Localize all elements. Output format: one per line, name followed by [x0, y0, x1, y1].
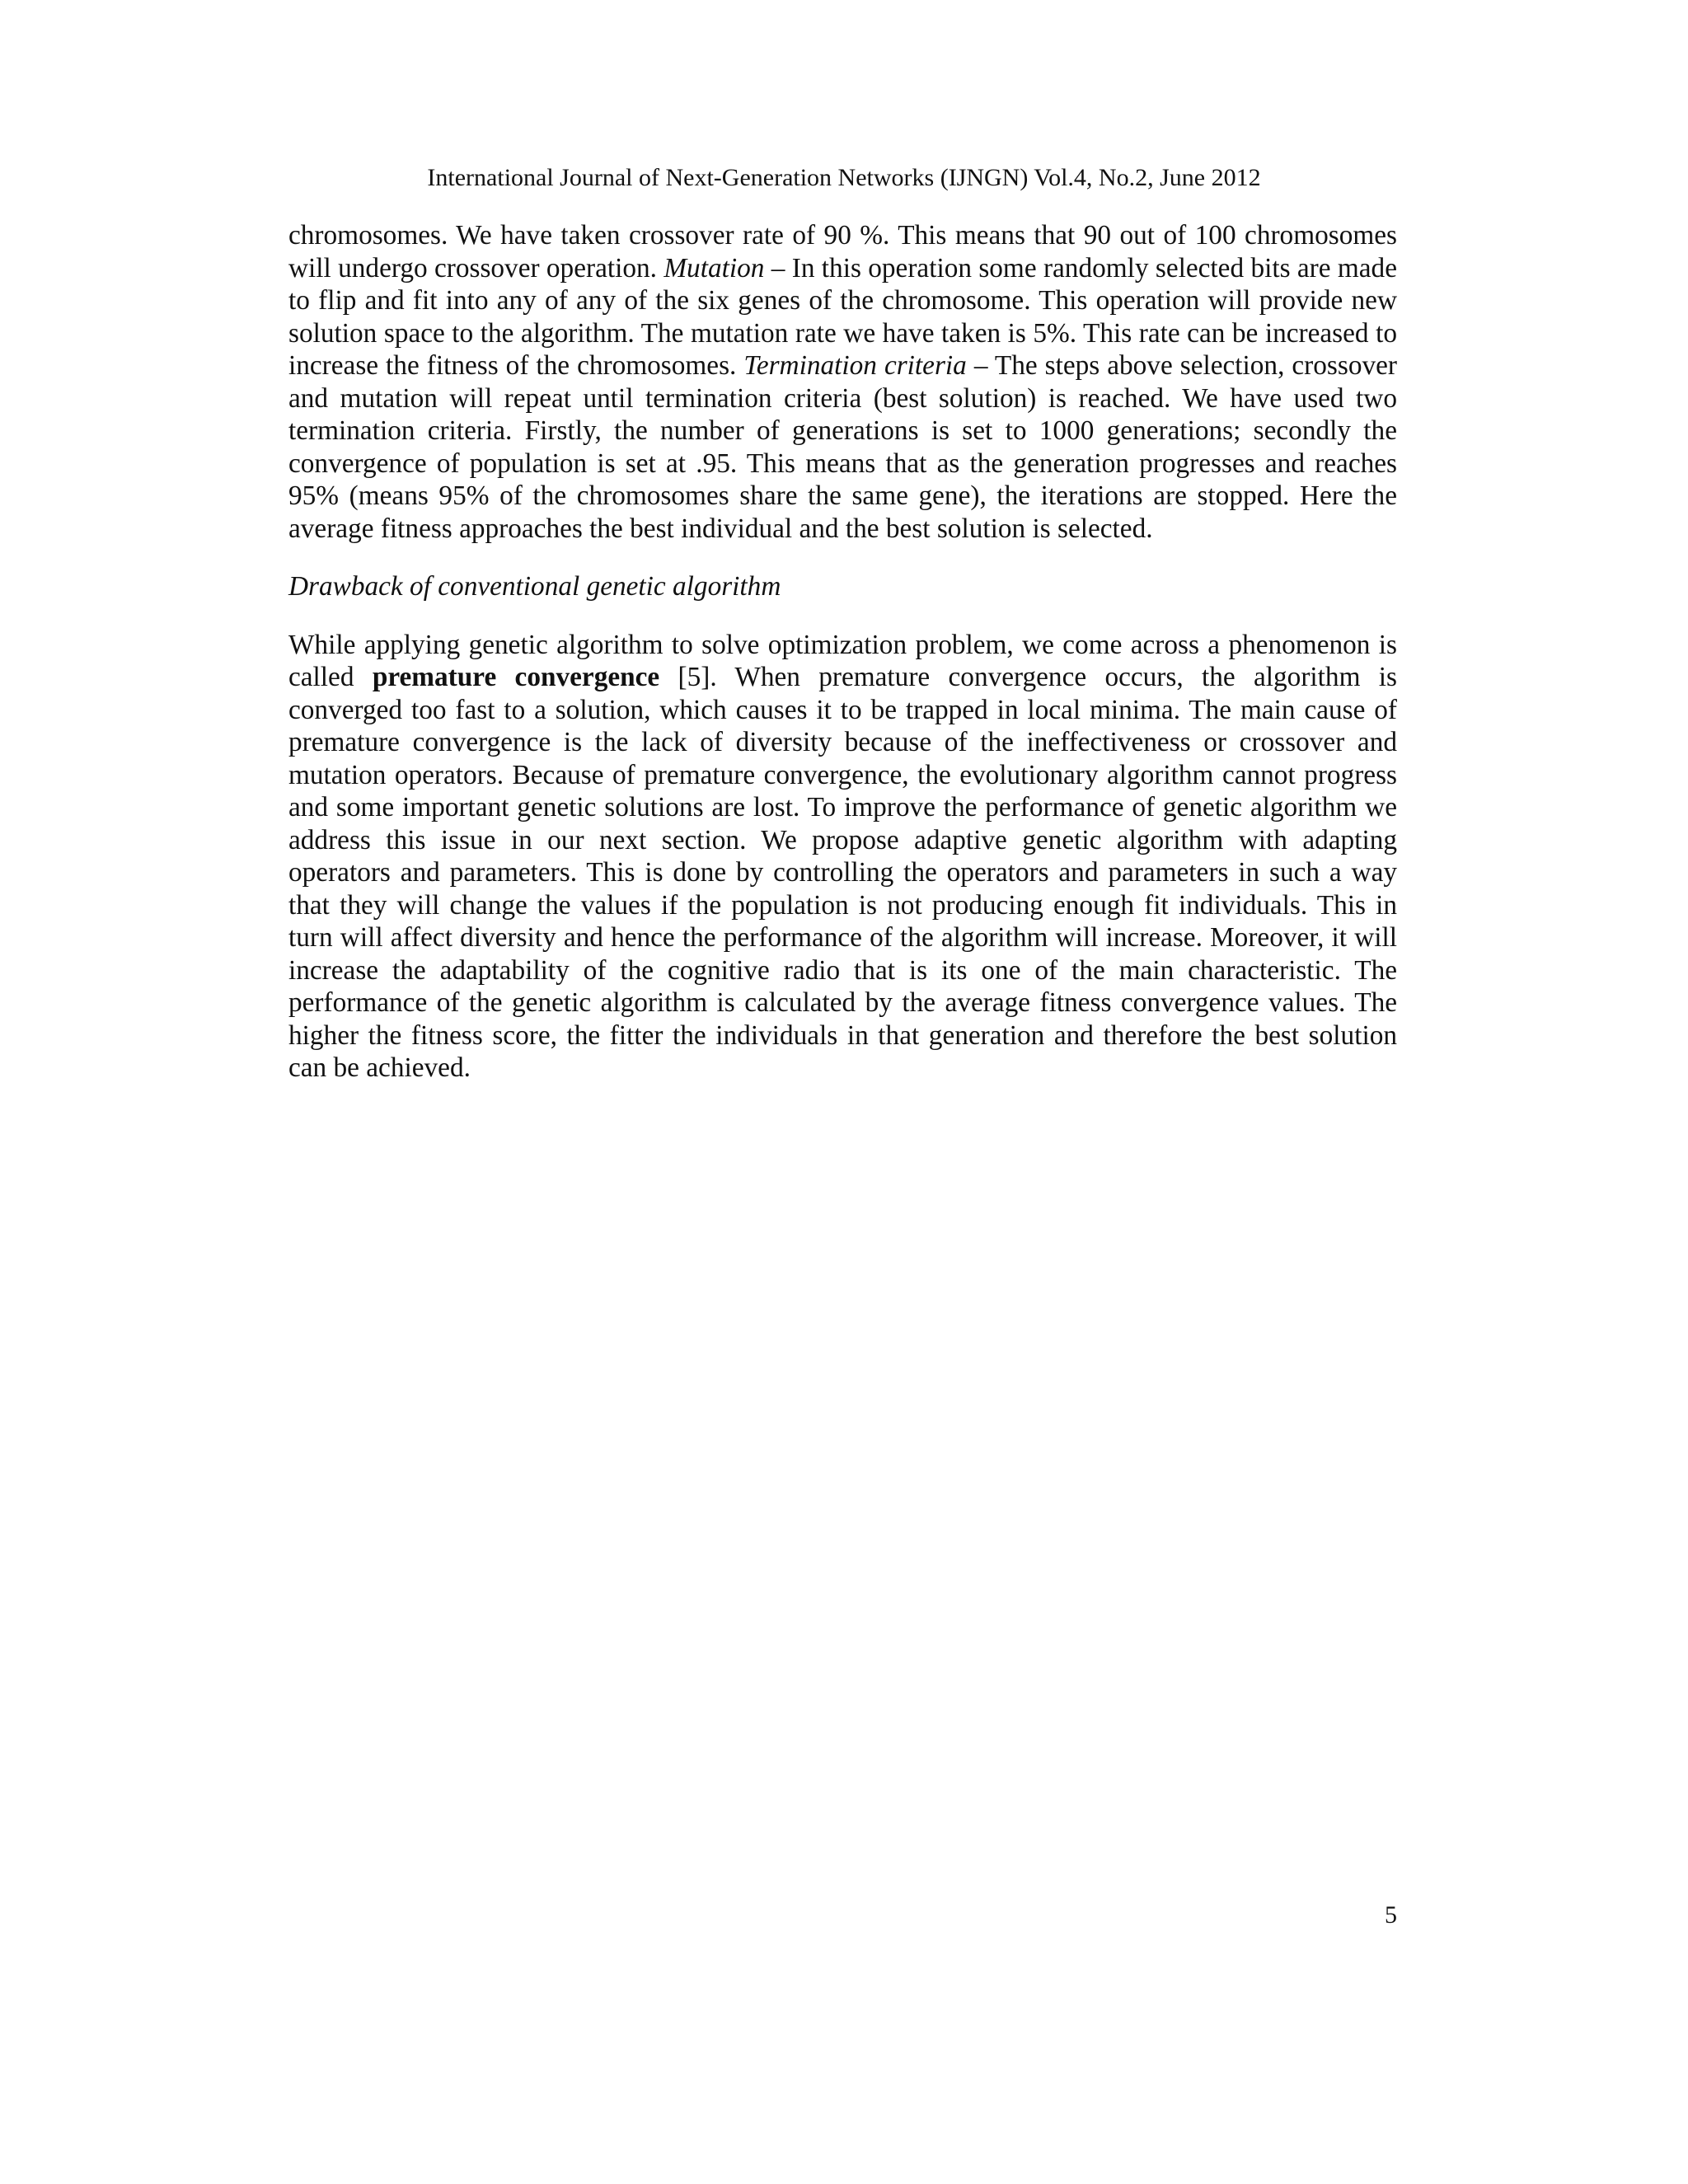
premature-convergence-term: premature convergence [372, 662, 660, 692]
paragraph-text: [5]. When premature convergence occurs, the algorithm is converged too fast to a solution, which causes it to be trapped in local minima. The main cause of premature convergence is the lack of diversity because of the ineffectiveness or crossover and mutation operators. Because of premature convergence, the evolutionary algorithm cannot progress and some important genetic solutions are lost. To improve the performance of genetic algorithm we address this issue in our next section. We propose adaptive genetic algorithm with adapting operators and parameters. This is done by controlling the operators and parameters in such a way that they will change the values if the population is not producing enough fit individuals. This in turn will affect diversity and hence the performance of the algorithm will increase. Moreover, it will increase the adaptability of the cognitive radio that is its one of the main characteristic. The performance of the genetic algorithm is calculated by the average fitness convergence values. The higher the fitness score, the fitter the individuals in that generation and therefore the best solution can be achieved. [288, 662, 1397, 1083]
paragraph-premature-convergence [288, 629, 1397, 1085]
paragraph-text: While applying genetic algorithm to solve optimization problem, we come across a phenomenon is called [288, 629, 1397, 692]
paragraph-text: chromosomes. We have taken crossover rate of 90 %. This means that 90 out of 100 chromosomes will undergo crossover operation. [288, 220, 1397, 284]
paragraph-genetic-operators [288, 219, 1397, 545]
page-body [288, 219, 1397, 1085]
paragraph-text: – In this operation some randomly selected bits are made to flip and fit into any of any of the six genes of the chromosome. This operation will provide new solution space to the algorithm. The mutation rate we have taken is 5%. This rate can be increased to increase the fitness of the chromosomes. [288, 252, 1397, 381]
mutation-term: Mutation [663, 252, 765, 284]
page-number: 5 [1385, 1901, 1397, 1929]
section-subheading: Drawback of conventional genetic algorithm [288, 571, 781, 602]
journal-header: International Journal of Next-Generation Networks (IJNGN) Vol.4, No.2, June 2012 [427, 164, 1261, 191]
paragraph-text: – The steps above selection, crossover and mutation will repeat until termination criteria (best solution) is reached. We have used two termination criteria. Firstly, the number of generations is set to 1000 generations; secondly the convergence of population is set at .95. This means that as the generation progresses and reaches 95% (means 95% of the chromosomes share the same gene), the iterations are stopped. Here the average fitness approaches the best individual and the best solution is selected. [288, 350, 1397, 544]
termination-criteria-term: Termination criteria [743, 350, 967, 381]
